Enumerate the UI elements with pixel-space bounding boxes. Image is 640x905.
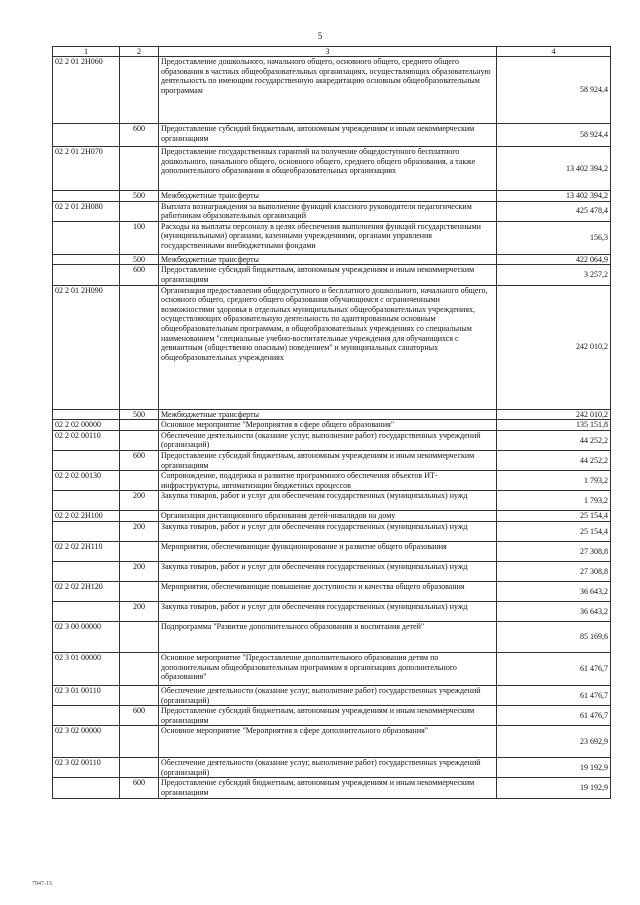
row-type-cell: 200 — [120, 601, 159, 621]
table-header-row — [53, 47, 611, 57]
row-amount-cell: 44 252,2 — [497, 430, 611, 450]
row-description-cell: Закупка товаров, работ и услуг для обеспечения государственных (муниципальных) нужд — [159, 601, 497, 621]
row-description-cell: Основное мероприятие "Предоставление дополнительного образования детям по дополнительным общеобразовательным программам в организациях дополнительного образования" — [159, 652, 497, 685]
row-description-cell: Обеспечение деятельности (оказание услуг, выполнение работ) государственных учреждений (организаций) — [159, 685, 497, 705]
row-type-cell: 600 — [120, 778, 159, 798]
table-row — [53, 621, 611, 652]
row-amount-cell: 25 154,4 — [497, 521, 611, 541]
row-description-cell: Основное мероприятие "Мероприятия в сфере общего образования" — [159, 420, 497, 431]
row-description-cell: Подпрограмма "Развитие дополнительного образования и воспитания детей" — [159, 621, 497, 652]
row-description-cell: Закупка товаров, работ и услуг для обеспечения государственных (муниципальных) нужд — [159, 561, 497, 581]
table-row — [53, 409, 611, 420]
row-code-cell — [53, 124, 120, 147]
row-type-cell — [120, 581, 159, 601]
row-description-cell: Выплата вознаграждения за выполнение функций классного руководителя педагогическим работникам образовательных организаций — [159, 201, 497, 221]
row-description-cell: Организация дистанционного образования детей-инвалидов на дому — [159, 511, 497, 522]
table-row — [53, 652, 611, 685]
row-amount-cell: 13 402 394,2 — [497, 147, 611, 191]
row-code-cell — [53, 191, 120, 202]
row-description-cell: Закупка товаров, работ и услуг для обеспечения государственных (муниципальных) нужд — [159, 521, 497, 541]
row-type-cell: 600 — [120, 450, 159, 470]
table-row — [53, 471, 611, 491]
row-type-cell — [120, 685, 159, 705]
row-amount-cell: 1 793,2 — [497, 491, 611, 511]
row-type-cell — [120, 285, 159, 409]
row-description-cell: Обеспечение деятельности (оказание услуг, выполнение работ) государственных учреждений (организаций) — [159, 430, 497, 450]
row-amount-cell: 58 924,4 — [497, 124, 611, 147]
row-description-cell: Предоставление субсидий бюджетным, автономным учреждениям и иным некоммерческим организациям — [159, 450, 497, 470]
table-row — [53, 561, 611, 581]
table-row — [53, 450, 611, 470]
header-cell-3: 3 — [159, 47, 497, 57]
table-row — [53, 124, 611, 147]
row-type-cell: 200 — [120, 491, 159, 511]
row-amount-cell: 23 692,9 — [497, 726, 611, 758]
row-code-cell: 02 2 01 2Н070 — [53, 147, 120, 191]
row-description-cell: Предоставление субсидий бюджетным, автономным учреждениям и иным некоммерческим организациям — [159, 778, 497, 798]
table-row — [53, 420, 611, 431]
row-amount-cell: 3 257,2 — [497, 265, 611, 285]
row-amount-cell: 61 476,7 — [497, 685, 611, 705]
row-code-cell: 02 2 02 2Н110 — [53, 541, 120, 561]
header-cell-1: 1 — [53, 47, 120, 57]
row-code-cell — [53, 706, 120, 726]
row-description-cell: Основное мероприятие "Мероприятия в сфере дополнительного образования" — [159, 726, 497, 758]
table-row — [53, 685, 611, 705]
row-description-cell: Предоставление субсидий бюджетным, автономным учреждениям и иным некоммерческим организациям — [159, 265, 497, 285]
row-code-cell — [53, 409, 120, 420]
row-amount-cell: 156,3 — [497, 221, 611, 254]
row-code-cell — [53, 491, 120, 511]
table-row — [53, 147, 611, 191]
table-row — [53, 511, 611, 522]
row-amount-cell: 19 192,9 — [497, 778, 611, 798]
table-row — [53, 521, 611, 541]
row-description-cell: Предоставление субсидий бюджетным, автономным учреждениям и иным некоммерческим организациям — [159, 124, 497, 147]
row-amount-cell: 242 010,2 — [497, 409, 611, 420]
row-code-cell — [53, 254, 120, 265]
row-type-cell — [120, 471, 159, 491]
row-code-cell — [53, 601, 120, 621]
table-row — [53, 706, 611, 726]
row-type-cell: 600 — [120, 124, 159, 147]
row-amount-cell: 135 151,8 — [497, 420, 611, 431]
header-cell-4: 4 — [497, 47, 611, 57]
row-amount-cell: 19 192,9 — [497, 758, 611, 778]
row-amount-cell: 425 478,4 — [497, 201, 611, 221]
row-type-cell: 200 — [120, 561, 159, 581]
row-description-cell: Мероприятия, обеспечивающие функционирование и развитие общего образования — [159, 541, 497, 561]
row-amount-cell: 1 793,2 — [497, 471, 611, 491]
row-type-cell: 500 — [120, 409, 159, 420]
row-code-cell: 02 3 01 00000 — [53, 652, 120, 685]
row-type-cell — [120, 758, 159, 778]
row-type-cell — [120, 541, 159, 561]
row-type-cell: 500 — [120, 254, 159, 265]
table-row — [53, 221, 611, 254]
table-row — [53, 254, 611, 265]
table-row — [53, 491, 611, 511]
table-row — [53, 191, 611, 202]
row-amount-cell: 27 308,8 — [497, 561, 611, 581]
row-amount-cell: 27 308,8 — [497, 541, 611, 561]
row-code-cell: 02 3 02 00000 — [53, 726, 120, 758]
row-description-cell: Закупка товаров, работ и услуг для обеспечения государственных (муниципальных) нужд — [159, 491, 497, 511]
row-amount-cell: 242 010,2 — [497, 285, 611, 409]
row-code-cell — [53, 221, 120, 254]
table-row — [53, 285, 611, 409]
row-description-cell: Предоставление дошкольного, начального общего, основного общего, среднего общего образования в частных общеобразовательных организациях, осуществляющих образовательную деятельность по имеющим государственную аккредитацию основным общеобразовательным программам — [159, 57, 497, 124]
row-description-cell: Сопровождение, поддержка и развитие программного обеспечения объектов ИТ-инфраструктуры, автоматизации бюджетных процессов — [159, 471, 497, 491]
row-code-cell — [53, 778, 120, 798]
row-code-cell: 02 3 02 00110 — [53, 758, 120, 778]
row-description-cell: Обеспечение деятельности (оказание услуг, выполнение работ) государственных учреждений (организаций) — [159, 758, 497, 778]
row-type-cell: 600 — [120, 265, 159, 285]
row-code-cell: 02 2 02 2Н120 — [53, 581, 120, 601]
row-code-cell — [53, 450, 120, 470]
row-amount-cell: 58 924,4 — [497, 57, 611, 124]
table-row — [53, 265, 611, 285]
document-code: 7947-15 — [32, 881, 52, 887]
row-type-cell — [120, 726, 159, 758]
budget-table — [52, 46, 611, 799]
row-amount-cell: 13 402 394,2 — [497, 191, 611, 202]
row-code-cell: 02 2 02 00130 — [53, 471, 120, 491]
row-amount-cell: 422 064,9 — [497, 254, 611, 265]
row-type-cell: 500 — [120, 191, 159, 202]
row-amount-cell: 25 154,4 — [497, 511, 611, 522]
table-row — [53, 57, 611, 124]
row-type-cell — [120, 652, 159, 685]
table-row — [53, 541, 611, 561]
row-type-cell — [120, 621, 159, 652]
table-row — [53, 601, 611, 621]
row-description-cell: Межбюджетные трансферты — [159, 191, 497, 202]
row-code-cell — [53, 521, 120, 541]
row-description-cell: Организация предоставления общедоступного и бесплатного дошкольного, начального общего, основного общего, среднего общего образования обучающимся с ограниченными возможностями здоровья в отдельных муниципальных общеобразовательных учреждениях, осуществляющих образовательную деятельность по адаптированным основным общеобразовательным программам, в общеобразовательных учреждениях со специальным наименованием "специальные учебно-воспитательные учреждения для обучающихся с девиантным (общественно опасным) поведением" и муниципальных санаторных общеобразовательных учреждениях — [159, 285, 497, 409]
row-description-cell: Предоставление субсидий бюджетным, автономным учреждениям и иным некоммерческим организациям — [159, 706, 497, 726]
header-cell-2: 2 — [120, 47, 159, 57]
row-type-cell: 600 — [120, 706, 159, 726]
row-code-cell: 02 2 01 2Н060 — [53, 57, 120, 124]
row-type-cell — [120, 511, 159, 522]
row-type-cell: 100 — [120, 221, 159, 254]
row-amount-cell: 44 252,2 — [497, 450, 611, 470]
row-amount-cell: 36 643,2 — [497, 601, 611, 621]
page-number: 5 — [317, 31, 323, 41]
row-code-cell: 02 2 02 00000 — [53, 420, 120, 431]
row-amount-cell: 85 169,6 — [497, 621, 611, 652]
row-amount-cell: 61 476,7 — [497, 706, 611, 726]
table-row — [53, 726, 611, 758]
row-code-cell: 02 2 02 2Н100 — [53, 511, 120, 522]
row-description-cell: Расходы на выплаты персоналу в целях обеспечения выполнения функций государственными (муниципальными) органами, казенными учреждениями, органами управления государственными внебюджетными фондами — [159, 221, 497, 254]
row-type-cell — [120, 57, 159, 124]
row-description-cell: Межбюджетные трансферты — [159, 254, 497, 265]
row-code-cell: 02 3 01 00110 — [53, 685, 120, 705]
row-code-cell: 02 2 02 00110 — [53, 430, 120, 450]
table-row — [53, 430, 611, 450]
row-type-cell — [120, 201, 159, 221]
table-row — [53, 758, 611, 778]
table-row — [53, 581, 611, 601]
row-code-cell — [53, 561, 120, 581]
row-amount-cell: 61 476,7 — [497, 652, 611, 685]
row-description-cell: Межбюджетные трансферты — [159, 409, 497, 420]
row-amount-cell: 36 643,2 — [497, 581, 611, 601]
row-code-cell — [53, 265, 120, 285]
row-type-cell — [120, 147, 159, 191]
row-description-cell: Мероприятия, обеспечивающие повышение доступности и качества общего образования — [159, 581, 497, 601]
row-type-cell: 200 — [120, 521, 159, 541]
row-code-cell: 02 3 00 00000 — [53, 621, 120, 652]
table-row — [53, 201, 611, 221]
row-type-cell — [120, 430, 159, 450]
row-code-cell: 02 2 01 2Н090 — [53, 285, 120, 409]
row-description-cell: Предоставление государственных гарантий на получение общедоступного бесплатного дошкольного, начального общего, основного общего, среднего общего образования, а также дополнительного образования в общеобразовательных организациях — [159, 147, 497, 191]
table-row — [53, 778, 611, 798]
row-type-cell — [120, 420, 159, 431]
row-code-cell: 02 2 01 2Н080 — [53, 201, 120, 221]
